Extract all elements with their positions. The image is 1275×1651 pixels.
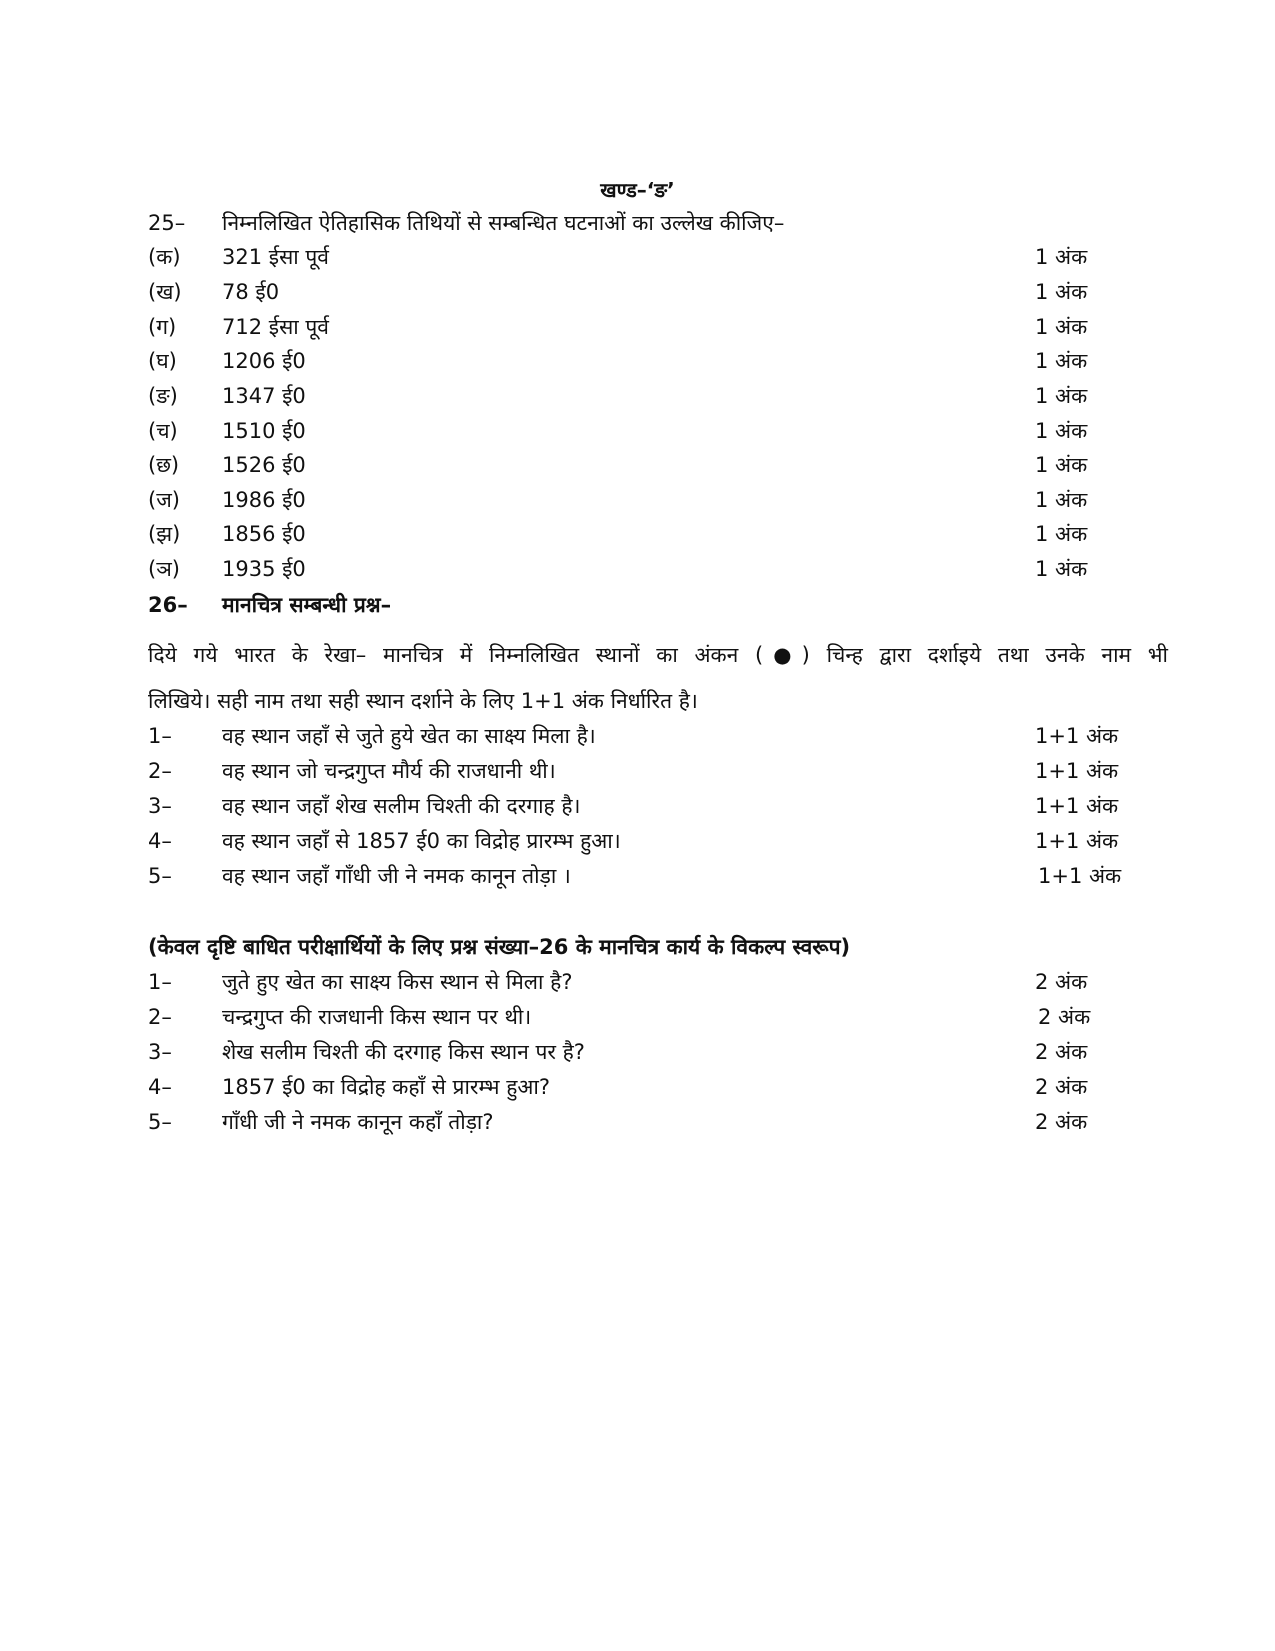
item-label: (घ) bbox=[148, 349, 177, 373]
item-text: 321 ईसा पूर्व bbox=[222, 245, 329, 269]
item-label: 4– bbox=[148, 829, 172, 853]
item-marks: 1+1 अंक bbox=[1035, 724, 1119, 748]
item-text: 1856 ई0 bbox=[222, 522, 306, 546]
item-text: 1206 ई0 bbox=[222, 349, 306, 373]
item-label: (ञ) bbox=[148, 557, 180, 581]
item-text: वह स्थान जहाँ गाँधी जी ने नमक कानून तोड़ा । bbox=[222, 864, 571, 888]
item-text: गाँधी जी ने नमक कानून कहाँ तोड़ा? bbox=[222, 1110, 494, 1134]
item-marks: 1 अंक bbox=[1035, 453, 1088, 477]
item-marks: 1 अंक bbox=[1035, 488, 1088, 512]
instruction-line-2: लिखिये। सही नाम तथा सही स्थान दर्शाने के लिए 1+1 अंक निर्धारित है। bbox=[148, 689, 698, 713]
item-marks: 1 अंक bbox=[1035, 349, 1088, 373]
item-label: 5– bbox=[148, 864, 172, 888]
item-label: (छ) bbox=[148, 453, 180, 477]
item-text: 1935 ई0 bbox=[222, 557, 306, 581]
item-label: (ख) bbox=[148, 280, 182, 304]
question-number: 25– bbox=[148, 211, 186, 235]
list-item bbox=[0, 754, 1275, 788]
item-marks: 2 अंक bbox=[1038, 1005, 1091, 1029]
item-text: वह स्थान जहाँ से जुते हुये खेत का साक्ष्य मिला है। bbox=[222, 724, 596, 748]
item-label: 4– bbox=[148, 1075, 172, 1099]
item-label: (ग) bbox=[148, 315, 177, 339]
question-26-header bbox=[0, 588, 1275, 622]
instruction-line-1: दिये गये भारत के रेखा– मानचित्र में निम्नलिखित स्थानों का अंकन (●) चिन्ह द्वारा दर्शाइये तथा उनके नाम भी bbox=[148, 643, 1168, 667]
list-item bbox=[0, 483, 1275, 517]
list-item bbox=[0, 310, 1275, 344]
item-text: 1986 ई0 bbox=[222, 488, 306, 512]
item-marks: 1 अंक bbox=[1035, 557, 1088, 581]
list-item bbox=[0, 719, 1275, 753]
list-item bbox=[0, 344, 1275, 378]
item-text: चन्द्रगुप्त की राजधानी किस स्थान पर थी। bbox=[222, 1005, 532, 1029]
item-marks: 2 अंक bbox=[1035, 970, 1088, 994]
list-item bbox=[0, 552, 1275, 586]
item-label: 5– bbox=[148, 1110, 172, 1134]
item-label: (ज) bbox=[148, 488, 180, 512]
question-text: निम्नलिखित ऐतिहासिक तिथियों से सम्बन्धित घटनाओं का उल्लेख कीजिए– bbox=[222, 211, 785, 235]
item-label: 2– bbox=[148, 759, 172, 783]
item-label: (ङ) bbox=[148, 384, 178, 408]
item-text: 1510 ई0 bbox=[222, 419, 306, 443]
list-item bbox=[0, 240, 1275, 274]
list-item bbox=[0, 1105, 1275, 1139]
list-item bbox=[0, 275, 1275, 309]
item-marks: 2 अंक bbox=[1035, 1075, 1088, 1099]
item-text: 78 ई0 bbox=[222, 280, 280, 304]
item-marks: 1 अंक bbox=[1035, 315, 1088, 339]
item-label: (झ) bbox=[148, 522, 181, 546]
list-item bbox=[0, 789, 1275, 823]
item-marks: 2 अंक bbox=[1035, 1110, 1088, 1134]
list-item bbox=[0, 379, 1275, 413]
item-text: 1347 ई0 bbox=[222, 384, 306, 408]
list-item bbox=[0, 414, 1275, 448]
question-title: मानचित्र सम्बन्धी प्रश्न– bbox=[222, 593, 392, 617]
item-text: वह स्थान जो चन्द्रगुप्त मौर्य की राजधानी थी। bbox=[222, 759, 556, 783]
question-25-header bbox=[0, 206, 1275, 240]
item-text: शेख सलीम चिश्ती की दरगाह किस स्थान पर है? bbox=[222, 1040, 585, 1064]
item-marks: 2 अंक bbox=[1035, 1040, 1088, 1064]
section-title: खण्ड–‘ङ’ bbox=[600, 178, 675, 202]
item-label: 2– bbox=[148, 1005, 172, 1029]
item-text: 1526 ई0 bbox=[222, 453, 306, 477]
question-number: 26– bbox=[148, 593, 188, 617]
item-label: 1– bbox=[148, 970, 172, 994]
item-label: 1– bbox=[148, 724, 172, 748]
list-item bbox=[0, 1035, 1275, 1069]
item-marks: 1+1 अंक bbox=[1035, 794, 1119, 818]
item-marks: 1+1 अंक bbox=[1035, 829, 1119, 853]
item-marks: 1 अंक bbox=[1035, 419, 1088, 443]
item-text: 1857 ई0 का विद्रोह कहाँ से प्रारम्भ हुआ? bbox=[222, 1075, 550, 1099]
item-label: (च) bbox=[148, 419, 178, 443]
alternative-note: (केवल दृष्टि बाधित परीक्षार्थियों के लिए प्रश्न संख्या–26 के मानचित्र कार्य के विकल्प स्वरूप) bbox=[148, 935, 851, 959]
item-marks: 1 अंक bbox=[1035, 280, 1088, 304]
list-item bbox=[0, 859, 1275, 893]
list-item bbox=[0, 824, 1275, 858]
list-item bbox=[0, 517, 1275, 551]
list-item bbox=[0, 1070, 1275, 1104]
item-text: वह स्थान जहाँ से 1857 ई0 का विद्रोह प्रारम्भ हुआ। bbox=[222, 829, 621, 853]
item-label: 3– bbox=[148, 794, 172, 818]
item-marks: 1+1 अंक bbox=[1035, 759, 1119, 783]
item-text: वह स्थान जहाँ शेख सलीम चिश्ती की दरगाह है। bbox=[222, 794, 581, 818]
item-label: 3– bbox=[148, 1040, 172, 1064]
item-text: जुते हुए खेत का साक्ष्य किस स्थान से मिला है? bbox=[222, 970, 573, 994]
item-marks: 1 अंक bbox=[1035, 245, 1088, 269]
list-item bbox=[0, 1000, 1275, 1034]
item-marks: 1 अंक bbox=[1035, 384, 1088, 408]
list-item bbox=[0, 965, 1275, 999]
item-label: (क) bbox=[148, 245, 181, 269]
item-text: 712 ईसा पूर्व bbox=[222, 315, 329, 339]
list-item bbox=[0, 448, 1275, 482]
item-marks: 1+1 अंक bbox=[1038, 864, 1122, 888]
item-marks: 1 अंक bbox=[1035, 522, 1088, 546]
